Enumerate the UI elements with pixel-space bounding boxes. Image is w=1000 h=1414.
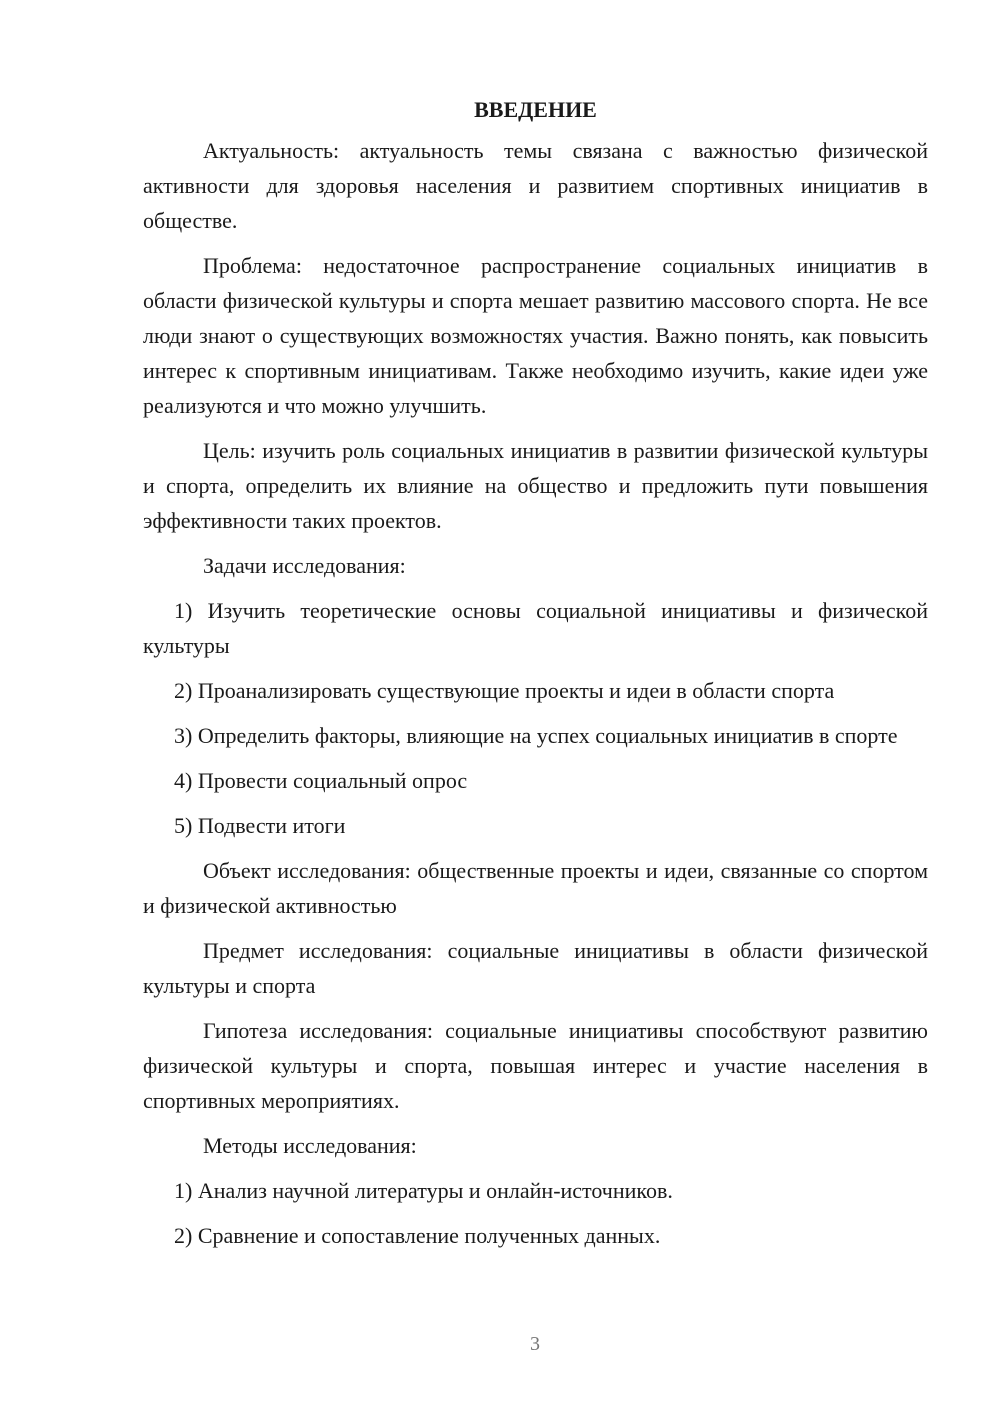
task-item-2: 2) Проанализировать существующие проекты и идеи в области спорта: [174, 678, 835, 703]
task-item-4: 4) Провести социальный опрос: [174, 768, 468, 793]
method-item-1: 1) Анализ научной литературы и онлайн-источников.: [174, 1178, 673, 1203]
page-number: 3: [530, 1333, 540, 1355]
document-page: [143, 92, 928, 1263]
method-item-2: 2) Сравнение и сопоставление полученных данных.: [174, 1223, 661, 1248]
subject-paragraph: Предмет исследования: социальные инициативы в области физической культуры и спорта: [143, 938, 928, 998]
section-title: ВВЕДЕНИЕ: [474, 97, 597, 122]
task-item-5: 5) Подвести итоги: [174, 813, 346, 838]
relevance-paragraph: Актуальность: актуальность темы связана с важностью физической активности для здоровья населения и развитием спортивных инициатив в обществе.: [143, 138, 928, 233]
task-item-1: 1) Изучить теоретические основы социальной инициативы и физической культуры: [143, 598, 928, 658]
methods-heading: Методы исследования:: [203, 1133, 417, 1158]
task-item-3: 3) Определить факторы, влияющие на успех социальных инициатив в спорте: [174, 723, 898, 748]
hypothesis-paragraph: Гипотеза исследования: социальные инициативы способствуют развитию физической культуры и спорта, повышая интерес и участие населения в спортивных мероприятиях.: [143, 1018, 928, 1113]
problem-paragraph: Проблема: недостаточное распространение социальных инициатив в области физической культуры и спорта мешает развитию массового спорта. Не все люди знают о существующих возможностях участия. Важно понять, как повысить интерес к спортивным инициативам. Также необходимо изучить, какие идеи уже реализуются и что можно улучшить.: [143, 253, 928, 418]
tasks-heading: Задачи исследования:: [203, 553, 406, 578]
goal-paragraph: Цель: изучить роль социальных инициатив в развитии физической культуры и спорта, определить их влияние на общество и предложить пути повышения эффективности таких проектов.: [143, 438, 928, 533]
object-paragraph: Объект исследования: общественные проекты и идеи, связанные со спортом и физической активностью: [143, 858, 928, 918]
